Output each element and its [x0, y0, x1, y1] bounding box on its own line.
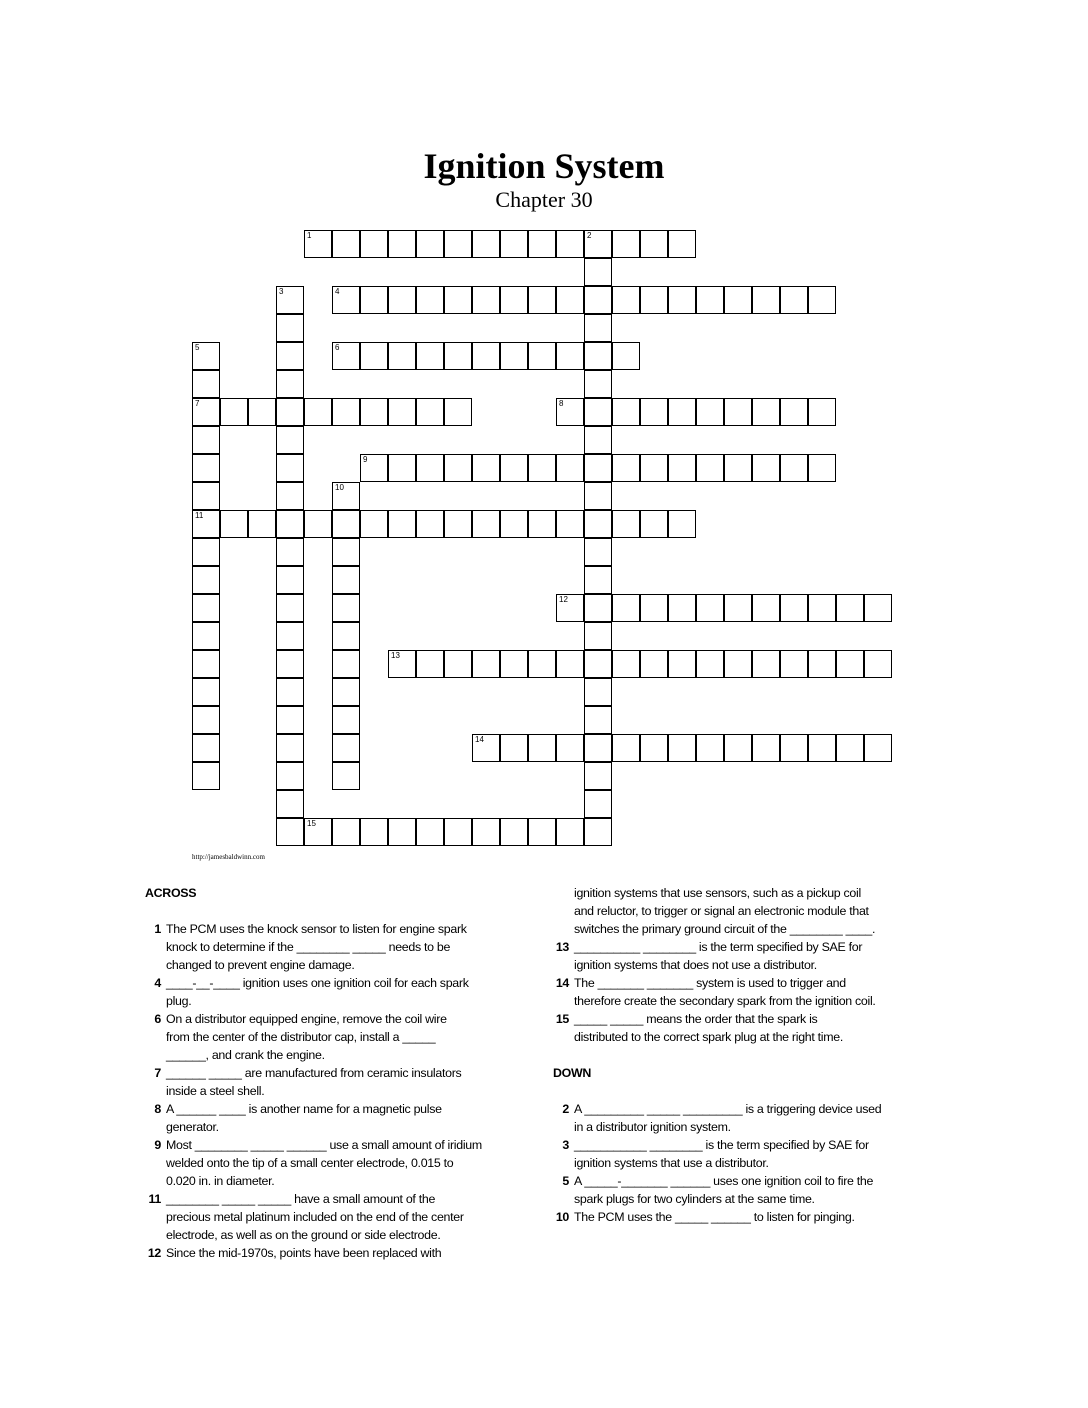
- grid-cell[interactable]: [276, 398, 304, 426]
- grid-cell[interactable]: [332, 594, 360, 622]
- grid-cell[interactable]: [752, 594, 780, 622]
- clue-text-line: A _________ _____ _________ is a triggering device used: [574, 1102, 882, 1116]
- grid-cell[interactable]: [416, 342, 444, 370]
- grid-cell[interactable]: [332, 762, 360, 790]
- grid-cell[interactable]: [612, 510, 640, 538]
- grid-cell[interactable]: [640, 230, 668, 258]
- cell-number: 15: [307, 819, 316, 828]
- grid-cell[interactable]: [640, 454, 668, 482]
- grid-cell[interactable]: [276, 314, 304, 342]
- grid-cell[interactable]: [584, 706, 612, 734]
- grid-cell[interactable]: [416, 510, 444, 538]
- grid-cell[interactable]: [444, 342, 472, 370]
- grid-cell[interactable]: [528, 510, 556, 538]
- grid-cell[interactable]: [668, 230, 696, 258]
- grid-cell[interactable]: [584, 762, 612, 790]
- grid-cell[interactable]: [192, 370, 220, 398]
- grid-cell[interactable]: [584, 622, 612, 650]
- grid-cell[interactable]: [528, 650, 556, 678]
- grid-cell[interactable]: [584, 230, 612, 258]
- grid-cell[interactable]: [276, 538, 304, 566]
- clue-number: 5: [562, 1174, 569, 1188]
- grid-cell[interactable]: [500, 510, 528, 538]
- grid-cell[interactable]: [388, 342, 416, 370]
- grid-cell[interactable]: [584, 370, 612, 398]
- grid-cell[interactable]: [752, 734, 780, 762]
- grid-cell[interactable]: [668, 510, 696, 538]
- grid-cell[interactable]: [360, 286, 388, 314]
- grid-cell[interactable]: [556, 398, 584, 426]
- cell-number: 8: [559, 399, 564, 408]
- grid-cell[interactable]: [444, 650, 472, 678]
- clues-left-column: [145, 884, 515, 1262]
- clue-number: 6: [154, 1012, 161, 1026]
- grid-cell[interactable]: [192, 342, 220, 370]
- grid-cell[interactable]: [836, 734, 864, 762]
- grid-cell[interactable]: [332, 398, 360, 426]
- source-url: http://jamesbaldwinn.com: [192, 853, 265, 861]
- clue-text-line: _____ _____ means the order that the spark is: [574, 1012, 818, 1026]
- grid-cell[interactable]: [528, 230, 556, 258]
- grid-cell[interactable]: [584, 314, 612, 342]
- grid-cell[interactable]: [388, 398, 416, 426]
- grid-cell[interactable]: [528, 454, 556, 482]
- grid-cell[interactable]: [360, 342, 388, 370]
- grid-cell[interactable]: [808, 398, 836, 426]
- clue-text-line: A _____-_______ ______ uses one ignition coil to fire the: [574, 1174, 874, 1188]
- grid-cell[interactable]: [780, 650, 808, 678]
- grid-cell[interactable]: [584, 538, 612, 566]
- grid-cell[interactable]: [304, 510, 332, 538]
- grid-cell[interactable]: [332, 230, 360, 258]
- clue-text-line: A ______ ____ is another name for a magnetic pulse: [166, 1102, 442, 1116]
- clue-number: 4: [154, 976, 161, 990]
- grid-cell[interactable]: [752, 286, 780, 314]
- grid-cell[interactable]: [864, 734, 892, 762]
- grid-cell[interactable]: [640, 594, 668, 622]
- clue-text-line: and reluctor, to trigger or signal an electronic module that: [574, 904, 869, 918]
- grid-cell[interactable]: [500, 342, 528, 370]
- across-clue: [145, 974, 515, 1010]
- grid-cell[interactable]: [668, 594, 696, 622]
- grid-cell[interactable]: [584, 454, 612, 482]
- grid-cell[interactable]: [192, 566, 220, 594]
- grid-cell[interactable]: [416, 398, 444, 426]
- grid-cell[interactable]: [388, 286, 416, 314]
- clue-text-line: generator.: [166, 1120, 219, 1134]
- grid-cell[interactable]: [276, 454, 304, 482]
- grid-cell[interactable]: [724, 734, 752, 762]
- grid-cell[interactable]: [416, 818, 444, 846]
- grid-cell[interactable]: [388, 230, 416, 258]
- grid-cell[interactable]: [388, 818, 416, 846]
- grid-cell[interactable]: [472, 342, 500, 370]
- across-clue: [145, 1136, 515, 1190]
- grid-cell[interactable]: [276, 706, 304, 734]
- grid-cell[interactable]: [192, 454, 220, 482]
- clue-text-line: from the center of the distributor cap, install a _____: [166, 1030, 436, 1044]
- grid-cell[interactable]: [584, 342, 612, 370]
- grid-cell[interactable]: [724, 398, 752, 426]
- cell-number: 9: [363, 455, 368, 464]
- grid-cell[interactable]: [500, 230, 528, 258]
- grid-cell[interactable]: [500, 286, 528, 314]
- grid-cell[interactable]: [444, 230, 472, 258]
- grid-cell[interactable]: [808, 594, 836, 622]
- grid-cell[interactable]: [500, 734, 528, 762]
- grid-cell[interactable]: [556, 734, 584, 762]
- grid-cell[interactable]: [332, 286, 360, 314]
- grid-cell[interactable]: [220, 398, 248, 426]
- grid-cell[interactable]: [528, 342, 556, 370]
- across-clue: [553, 1010, 925, 1046]
- clue-text-line: in a distributor ignition system.: [574, 1120, 731, 1134]
- grid-cell[interactable]: [276, 594, 304, 622]
- grid-cell[interactable]: [192, 426, 220, 454]
- cell-number: 2: [587, 231, 592, 240]
- clue-text-line: ignition systems that does not use a distributor.: [574, 958, 817, 972]
- grid-cell[interactable]: [276, 790, 304, 818]
- page-title: Ignition System: [423, 146, 665, 186]
- grid-cell[interactable]: [864, 594, 892, 622]
- grid-cell[interactable]: [696, 286, 724, 314]
- grid-cell[interactable]: [612, 230, 640, 258]
- grid-cell[interactable]: [780, 454, 808, 482]
- clue-number: 8: [154, 1102, 161, 1116]
- grid-cell[interactable]: [444, 454, 472, 482]
- grid-cell[interactable]: [500, 818, 528, 846]
- grid-cell[interactable]: [332, 818, 360, 846]
- grid-cell[interactable]: [472, 734, 500, 762]
- grid-cell[interactable]: [192, 734, 220, 762]
- cell-number: 5: [195, 343, 200, 352]
- grid-cell[interactable]: [556, 454, 584, 482]
- grid-cell[interactable]: [276, 650, 304, 678]
- across-clue: [145, 1190, 515, 1244]
- grid-cell[interactable]: [192, 594, 220, 622]
- across-clue: [145, 1100, 515, 1136]
- grid-cell[interactable]: [612, 398, 640, 426]
- clue-number: 1: [154, 922, 161, 936]
- grid-cell[interactable]: [640, 286, 668, 314]
- cell-number: 1: [307, 231, 312, 240]
- grid-cell[interactable]: [836, 650, 864, 678]
- clue-number: 13: [555, 940, 569, 954]
- clue-text-line: ignition systems that use a distributor.: [574, 1156, 769, 1170]
- cell-number: 13: [391, 651, 400, 660]
- clue-number: 7: [154, 1066, 161, 1080]
- grid-cell[interactable]: [584, 566, 612, 594]
- grid-cell[interactable]: [584, 258, 612, 286]
- grid-cell[interactable]: [276, 286, 304, 314]
- clue-text-line: ___________ ________ is the term specified by SAE for: [574, 1138, 869, 1152]
- across-clue: [553, 938, 925, 974]
- grid-cell[interactable]: [780, 734, 808, 762]
- grid-cell[interactable]: [276, 566, 304, 594]
- grid-cell[interactable]: [556, 286, 584, 314]
- cell-number: 12: [559, 595, 568, 604]
- grid-cell[interactable]: [612, 734, 640, 762]
- grid-cell[interactable]: [192, 678, 220, 706]
- clue-number: 12: [147, 1246, 161, 1260]
- grid-cell[interactable]: [696, 734, 724, 762]
- clue-text-line: plug.: [166, 994, 192, 1008]
- grid-cell[interactable]: [276, 678, 304, 706]
- grid-cell[interactable]: [388, 510, 416, 538]
- grid-cell[interactable]: [192, 622, 220, 650]
- grid-cell[interactable]: [276, 370, 304, 398]
- grid-cell[interactable]: [780, 398, 808, 426]
- grid-cell[interactable]: [668, 454, 696, 482]
- across-clue-continued: [553, 884, 925, 938]
- grid-cell[interactable]: [556, 230, 584, 258]
- grid-cell[interactable]: [696, 398, 724, 426]
- grid-cell[interactable]: [752, 398, 780, 426]
- grid-cell[interactable]: [668, 286, 696, 314]
- clue-text-line: ______ _____ are manufactured from ceramic insulators: [166, 1066, 462, 1080]
- grid-cell[interactable]: [584, 678, 612, 706]
- grid-cell[interactable]: [416, 650, 444, 678]
- grid-cell[interactable]: [276, 342, 304, 370]
- grid-cell[interactable]: [248, 398, 276, 426]
- grid-cell[interactable]: [612, 594, 640, 622]
- grid-cell[interactable]: [808, 734, 836, 762]
- clue-text-line: Most ________ _____ ______ use a small amount of iridium: [166, 1138, 482, 1152]
- grid-cell[interactable]: [444, 398, 472, 426]
- grid-cell[interactable]: [640, 734, 668, 762]
- clue-text-line: ignition systems that use sensors, such as a pickup coil: [574, 886, 861, 900]
- grid-cell[interactable]: [724, 454, 752, 482]
- grid-cell[interactable]: [360, 454, 388, 482]
- grid-cell[interactable]: [192, 538, 220, 566]
- clue-text-line: ____-__-____ ignition uses one ignition coil for each spark: [166, 976, 469, 990]
- clue-text-line: Since the mid-1970s, points have been replaced with: [166, 1246, 442, 1260]
- grid-cell[interactable]: [304, 230, 332, 258]
- cell-number: 11: [195, 511, 204, 520]
- clue-number: 14: [555, 976, 569, 990]
- clue-text-line: The _______ _______ system is used to trigger and: [574, 976, 846, 990]
- across-clue: [553, 974, 925, 1010]
- down-clue: [553, 1172, 925, 1208]
- clue-text-line: __________ ________ is the term specified by SAE for: [574, 940, 863, 954]
- cell-number: 7: [195, 399, 200, 408]
- clue-text-line: The PCM uses the _____ ______ to listen for pinging.: [574, 1210, 855, 1224]
- grid-cell[interactable]: [332, 482, 360, 510]
- grid-cell[interactable]: [528, 818, 556, 846]
- grid-cell[interactable]: [276, 426, 304, 454]
- grid-cell[interactable]: [332, 650, 360, 678]
- grid-cell[interactable]: [864, 650, 892, 678]
- grid-cell[interactable]: [584, 594, 612, 622]
- grid-cell[interactable]: [808, 286, 836, 314]
- grid-cell[interactable]: [192, 510, 220, 538]
- clue-text-line: welded onto the tip of a small center electrode, 0.015 to: [166, 1156, 454, 1170]
- grid-cell[interactable]: [276, 818, 304, 846]
- grid-cell[interactable]: [668, 650, 696, 678]
- grid-cell[interactable]: [500, 454, 528, 482]
- grid-cell[interactable]: [332, 734, 360, 762]
- grid-cell[interactable]: [388, 650, 416, 678]
- grid-cell[interactable]: [304, 398, 332, 426]
- grid-cell[interactable]: [416, 454, 444, 482]
- grid-cell[interactable]: [612, 454, 640, 482]
- page-subtitle: Chapter 30: [495, 187, 593, 212]
- clue-number: 3: [562, 1138, 569, 1152]
- grid-cell[interactable]: [612, 650, 640, 678]
- grid-cell[interactable]: [332, 678, 360, 706]
- grid-cell[interactable]: [752, 454, 780, 482]
- grid-cell[interactable]: [332, 342, 360, 370]
- grid-cell[interactable]: [696, 454, 724, 482]
- clue-text-line: therefore create the secondary spark from the ignition coil.: [574, 994, 876, 1008]
- grid-cell[interactable]: [584, 650, 612, 678]
- down-heading: DOWN: [553, 1066, 592, 1080]
- grid-cell[interactable]: [640, 510, 668, 538]
- grid-cell[interactable]: [556, 342, 584, 370]
- grid-cell[interactable]: [332, 538, 360, 566]
- clue-text-line: inside a steel shell.: [166, 1084, 265, 1098]
- cell-number: 6: [335, 343, 340, 352]
- clues-right-column: [553, 884, 925, 1226]
- grid-cell[interactable]: [724, 286, 752, 314]
- grid-cell[interactable]: [500, 650, 528, 678]
- grid-cell[interactable]: [332, 622, 360, 650]
- clue-number: 9: [154, 1138, 161, 1152]
- grid-cell[interactable]: [276, 622, 304, 650]
- grid-cell[interactable]: [724, 594, 752, 622]
- cell-number: 4: [335, 287, 340, 296]
- across-clue: [145, 920, 515, 974]
- grid-cell[interactable]: [220, 510, 248, 538]
- grid-cell[interactable]: [388, 454, 416, 482]
- grid-cell[interactable]: [472, 818, 500, 846]
- grid-cell[interactable]: [640, 650, 668, 678]
- grid-cell[interactable]: [360, 818, 388, 846]
- grid-cell[interactable]: [192, 706, 220, 734]
- grid-cell[interactable]: [276, 762, 304, 790]
- grid-cell[interactable]: [836, 594, 864, 622]
- grid-cell[interactable]: [472, 650, 500, 678]
- grid-cell[interactable]: [472, 230, 500, 258]
- across-clue: [145, 1244, 515, 1262]
- grid-cell[interactable]: [416, 286, 444, 314]
- grid-cell[interactable]: [752, 650, 780, 678]
- grid-cell[interactable]: [584, 790, 612, 818]
- grid-cell[interactable]: [780, 594, 808, 622]
- grid-cell[interactable]: [640, 398, 668, 426]
- grid-cell[interactable]: [276, 510, 304, 538]
- across-clue: [145, 1010, 515, 1064]
- grid-cell[interactable]: [584, 482, 612, 510]
- grid-cell[interactable]: [584, 510, 612, 538]
- grid-cell[interactable]: [584, 398, 612, 426]
- grid-cell[interactable]: [668, 398, 696, 426]
- clue-number: 10: [555, 1210, 569, 1224]
- grid-cell[interactable]: [808, 650, 836, 678]
- grid-cell[interactable]: [444, 286, 472, 314]
- clue-text-line: ______, and crank the engine.: [166, 1048, 325, 1062]
- grid-cell[interactable]: [416, 230, 444, 258]
- clue-text-line: 0.020 in. in diameter.: [166, 1174, 275, 1188]
- cell-number: 14: [475, 735, 484, 744]
- clue-number: 2: [562, 1102, 569, 1116]
- clue-text-line: spark plugs for two cylinders at the same time.: [574, 1192, 815, 1206]
- grid-cell[interactable]: [584, 286, 612, 314]
- clue-text-line: distributed to the correct spark plug at the right time.: [574, 1030, 844, 1044]
- grid-cell[interactable]: [584, 734, 612, 762]
- grid-cell[interactable]: [808, 454, 836, 482]
- grid-cell[interactable]: [332, 510, 360, 538]
- grid-cell[interactable]: [192, 650, 220, 678]
- grid-cell[interactable]: [556, 818, 584, 846]
- grid-cell[interactable]: [612, 286, 640, 314]
- grid-cell[interactable]: [556, 510, 584, 538]
- grid-cell[interactable]: [248, 510, 276, 538]
- clue-text-line: changed to prevent engine damage.: [166, 958, 355, 972]
- grid-cell[interactable]: [304, 818, 332, 846]
- grid-cell[interactable]: [332, 706, 360, 734]
- grid-cell[interactable]: [360, 230, 388, 258]
- across-clue: [145, 1064, 515, 1100]
- grid-cell[interactable]: [332, 566, 360, 594]
- grid-cell[interactable]: [192, 762, 220, 790]
- grid-cell[interactable]: [584, 818, 612, 846]
- grid-cell[interactable]: [556, 594, 584, 622]
- grid-cell[interactable]: [556, 650, 584, 678]
- down-clue: [553, 1100, 925, 1136]
- grid-cell[interactable]: [360, 510, 388, 538]
- grid-cell[interactable]: [696, 594, 724, 622]
- grid-cell[interactable]: [668, 734, 696, 762]
- down-clue: [553, 1208, 925, 1226]
- down-clue: [553, 1136, 925, 1172]
- clue-number: 11: [148, 1192, 161, 1206]
- grid-cell[interactable]: [276, 482, 304, 510]
- grid-cell[interactable]: [724, 650, 752, 678]
- grid-cell[interactable]: [780, 286, 808, 314]
- grid-cell[interactable]: [696, 650, 724, 678]
- grid-cell[interactable]: [360, 398, 388, 426]
- grid-cell[interactable]: [276, 734, 304, 762]
- grid-cell[interactable]: [528, 734, 556, 762]
- grid-cell[interactable]: [528, 286, 556, 314]
- grid-cell[interactable]: [584, 426, 612, 454]
- grid-cell[interactable]: [472, 454, 500, 482]
- clue-text-line: switches the primary ground circuit of the ________ ____.: [574, 922, 876, 936]
- clue-text-line: electrode, as well as on the ground or side electrode.: [166, 1228, 441, 1242]
- clue-number: 15: [555, 1012, 569, 1026]
- clue-text-line: On a distributor equipped engine, remove the coil wire: [166, 1012, 447, 1026]
- clue-text-line: The PCM uses the knock sensor to listen for engine spark: [166, 922, 467, 936]
- cell-number: 3: [279, 287, 284, 296]
- clue-text-line: knock to determine if the ________ _____ needs to be: [166, 940, 451, 954]
- grid-cell[interactable]: [612, 342, 640, 370]
- grid-cell[interactable]: [472, 510, 500, 538]
- across-heading: ACROSS: [145, 886, 197, 900]
- grid-cell[interactable]: [192, 482, 220, 510]
- grid-cell[interactable]: [192, 398, 220, 426]
- grid-cell[interactable]: [444, 818, 472, 846]
- grid-cell[interactable]: [444, 510, 472, 538]
- cell-number: 10: [335, 483, 344, 492]
- clue-text-line: precious metal platinum included on the end of the center: [166, 1210, 464, 1224]
- grid-cell[interactable]: [472, 286, 500, 314]
- clue-text-line: ________ _____ _____ have a small amount of the: [166, 1192, 436, 1206]
